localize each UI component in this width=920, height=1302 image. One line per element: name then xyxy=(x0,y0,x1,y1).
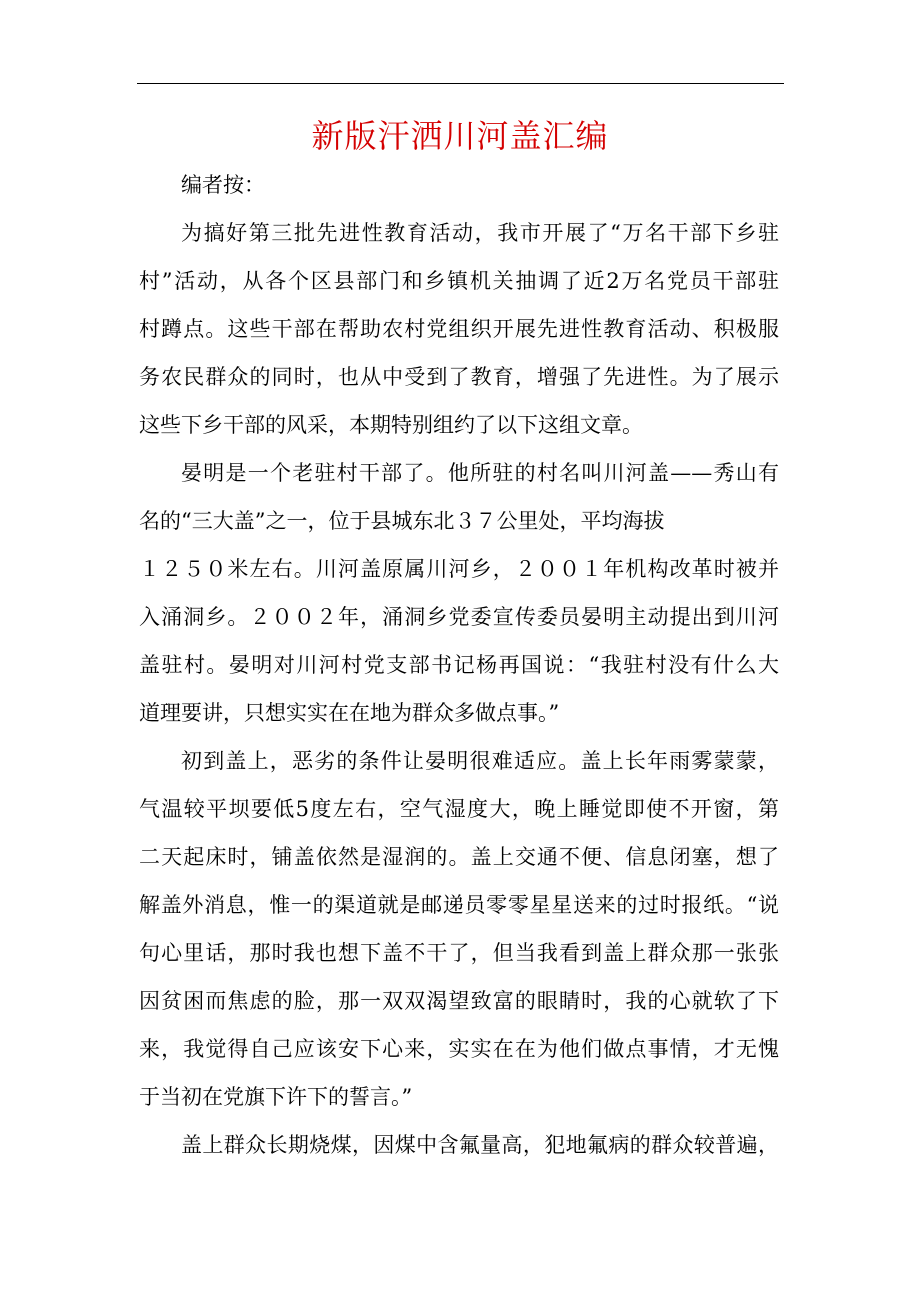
editor-note-label: 编者按： xyxy=(181,173,265,197)
body-line: 句心里话，那时我也想下盖不干了，但当我看到盖上群众那一张张 xyxy=(139,941,779,965)
body-line: 务农民群众的同时，也从中受到了教育，增强了先进性。为了展示 xyxy=(139,365,779,389)
body-line: 这些下乡干部的风采，本期特别组约了以下这组文章。 xyxy=(139,413,643,437)
body-line: 解盖外消息，惟一的渠道就是邮递员零零星星送来的过时报纸。“说 xyxy=(139,893,779,917)
body-line: 于当初在党旗下许下的誓言。” xyxy=(139,1085,413,1109)
body-line: 因贫困而焦虑的脸，那一双双渴望致富的眼睛时，我的心就软了下 xyxy=(139,989,779,1013)
body-line: 村”活动，从各个区县部门和乡镇机关抽调了近2万名党员干部驻 xyxy=(139,269,779,293)
body-line: １２５０米左右。川河盖原属川河乡，２００１年机构改革时被并 xyxy=(139,557,779,581)
body-line: 晏明是一个老驻村干部了。他所驻的村名叫川河盖——秀山有 xyxy=(181,461,779,485)
document-title: 新版汗洒川河盖汇编 xyxy=(311,117,609,155)
header-rule xyxy=(137,83,784,84)
body-line: 盖驻村。晏明对川河村党支部书记杨再国说：“我驻村没有什么大 xyxy=(139,653,779,677)
body-line: 二天起床时，铺盖依然是湿润的。盖上交通不便、信息闭塞，想了 xyxy=(139,845,779,869)
body-line: 名的“三大盖”之一，位于县城东北３７公里处，平均海拔 xyxy=(139,509,665,533)
body-line: 初到盖上，恶劣的条件让晏明很难适应。盖上长年雨雾蒙蒙， xyxy=(181,749,779,773)
body-line: 入涌洞乡。２００２年，涌洞乡党委宣传委员晏明主动提出到川河 xyxy=(139,605,779,629)
body-line: 村蹲点。这些干部在帮助农村党组织开展先进性教育活动、积极服 xyxy=(139,317,779,341)
body-line: 道理要讲，只想实实在在地为群众多做点事。” xyxy=(139,701,560,725)
body-line: 气温较平坝要低5度左右，空气湿度大，晚上睡觉即使不开窗，第 xyxy=(139,797,779,821)
body-line: 为搞好第三批先进性教育活动，我市开展了“万名干部下乡驻 xyxy=(181,221,779,245)
body-line: 盖上群众长期烧煤，因煤中含氟量高，犯地氟病的群众较普遍， xyxy=(181,1133,779,1157)
body-line: 来，我觉得自己应该安下心来，实实在在为他们做点事情，才无愧 xyxy=(139,1037,779,1061)
